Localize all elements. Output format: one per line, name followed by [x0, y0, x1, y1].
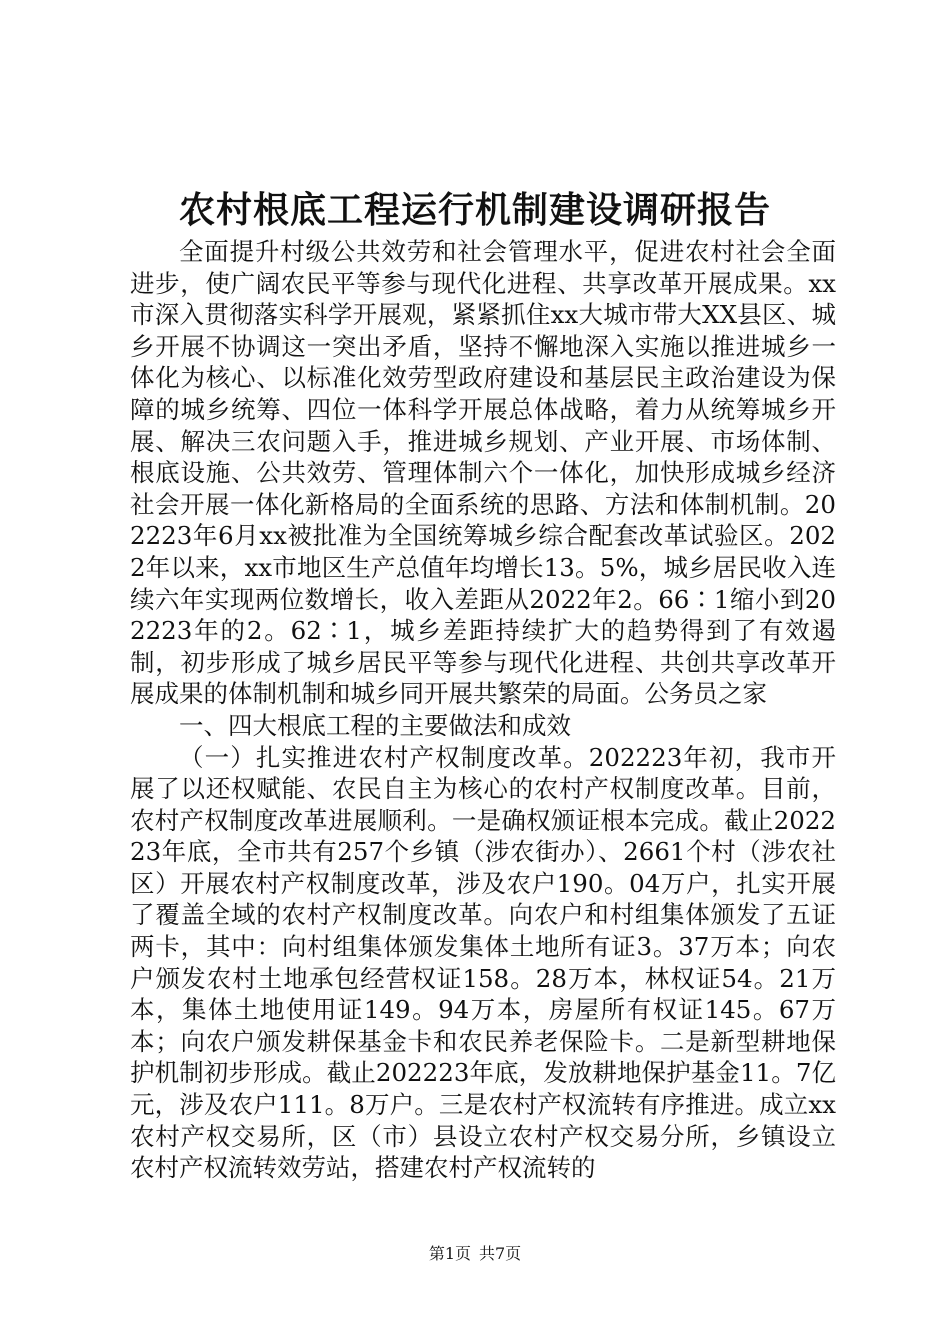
document-body [130, 236, 836, 1184]
paragraph-property-reform: （一）扎实推进农村产权制度改革。202223年初，我市开展了以还权赋能、农民自主为核心的农村产权制度改革。目前，农村产权制度改革进展顺利。一是确权颁证根本完成。截止202223年底，全市共有257个乡镇（涉农街办）、2661个村（涉农社区）开展农村产权制度改革，涉及农户190。04万户，扎实开展了覆盖全域的农村产权制度改革。向农户和村组集体颁发了五证两卡，其中：向村组集体颁发集体土地所有证3。37万本；向农户颁发农村土地承包经营权证158。28万本，林权证54。21万本，集体土地使用证149。94万本，房屋所有权证145。67万本；向农户颁发耕保基金卡和农民养老保险卡。二是新型耕地保护机制初步形成。截止202223年底，发放耕地保护基金11。7亿元，涉及农户111。8万户。三是农村产权流转有序推进。成立xx农村产权交易所，区（市）县设立农村产权交易分所，乡镇设立农村产权流转效劳站，搭建农村产权流转的 [130, 742, 836, 1183]
page-footer [0, 1244, 950, 1264]
paragraph-intro: 全面提升村级公共效劳和社会管理水平，促进农村社会全面进步，使广阔农民平等参与现代化进程、共享改革开展成果。xx市深入贯彻落实科学开展观，紧紧抓住xx大城市带大XX县区、城乡开展不协调这一突出矛盾，坚持不懈地深入实施以推进城乡一体化为核心、以标准化效劳型政府建设和基层民主政治建设为保障的城乡统筹、四位一体科学开展总体战略，着力从统筹城乡开展、解决三农问题入手，推进城乡规划、产业开展、市场体制、根底设施、公共效劳、管理体制六个一体化，加快形成城乡经济社会开展一体化新格局的全面系统的思路、方法和体制机制。202223年6月xx被批准为全国统筹城乡综合配套改革试验区。2022年以来，xx市地区生产总值年均增长13。5%，城乡居民收入连续六年实现两位数增长，收入差距从2022年2。66∶1缩小到202223年的2。62∶1，城乡差距持续扩大的趋势得到了有效遏制，初步形成了城乡居民平等参与现代化进程、共创共享改革开展成果的体制机制和城乡同开展共繁荣的局面。公务员之家 [130, 237, 836, 709]
section-heading: 一、四大根底工程的主要做法和成效 [179, 710, 571, 740]
page-number: 第1页 [428, 1244, 471, 1263]
page-total: 共7页 [479, 1244, 522, 1263]
document-title: 农村根底工程运行机制建设调研报告 [178, 189, 771, 231]
